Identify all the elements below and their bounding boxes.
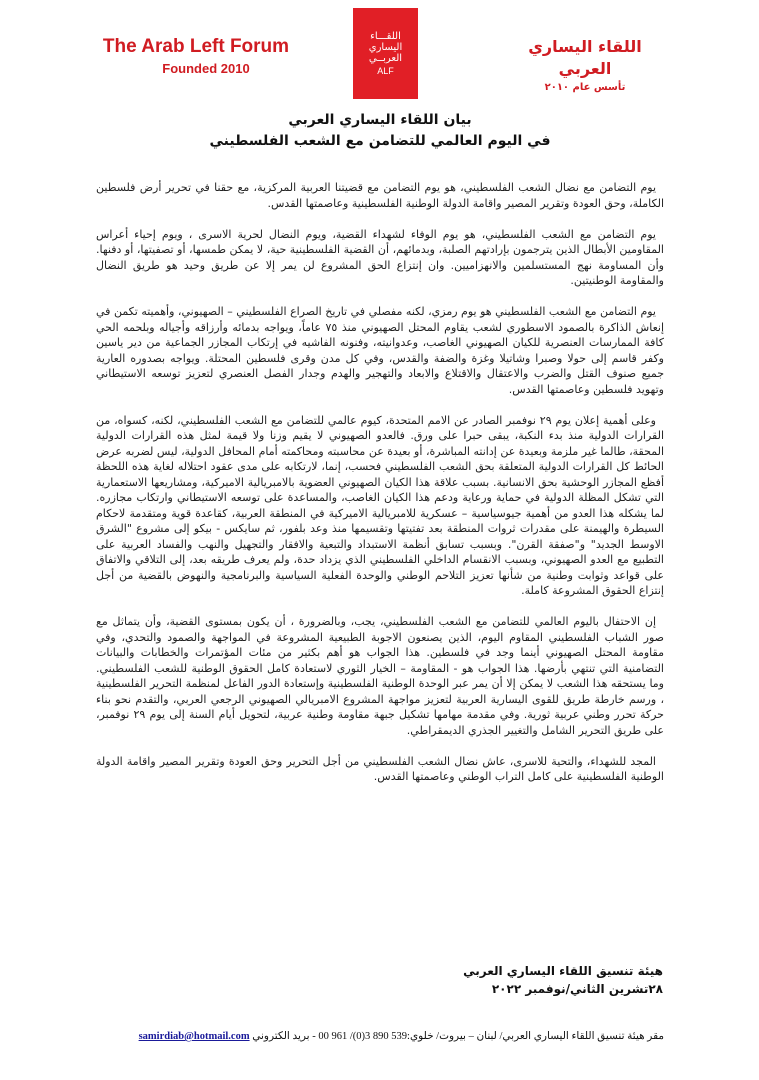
- paragraph-1: يوم التضامن مع نضال الشعب الفلسطيني، هو يوم التضامن مع قضيتنا العربية المركزية، مع حقنا في تحرير أرض فلسطين الكاملة، وحق العودة وتقرير المصير واقامة الدولة الوطنية الفلسطينية وعاصمتها القدس.: [96, 181, 664, 210]
- footer-address: مقر هيئة تنسيق اللقاء اليساري العربي/ لبنان – بيروت/ خلوي:539 890 3(0)/ 961 00 - بريد الكتروني: [249, 1031, 664, 1042]
- alf-logo: [353, 8, 418, 99]
- brand-arabic: [505, 36, 665, 96]
- paragraph-4: وعلى أهمية إعلان يوم ٢٩ نوفمبر الصادر عن الامم المتحدة، كيوم عالمي للتضامن مع الشعب الفلسطيني، لكنه، كسواه، من القرارات الدولية منذ بدء النكبة، يبقى حبرا على ورق. فالعدو الصهيوني لا يقيم وزنا ولا قيمة لمثل هذه القرارات الدولية المحقة، طالما غير ملزمة وبعيدة عن إدانته المباشرة، أو بعيدة عن محاسبته ومحاكمته أمام المحافل الدولية، ليس لضربه عرض الحائط كل القرارات الدولية المتعلقة بحق الشعب الفلسطيني فحسب، إنما، لارتكابه على مدى عقود احتلاله لغاية هذه اللحظة أفظع المجازر الوحشية بحق الانسانية. بسبب علاقة هذا الكيان الصهيوني العضوية بالامبريالية الاميركية، ومشاريعها الاستعمارية التي تشكل المظلة الدولية في حماية ورعاية ودعم هذا الكيان الغاصب، والمساعدة على توسعه الاستيطاني وارتكاب مجازره. لما يشكله هذا العدو من أهمية جيوسياسية – عسكرية للامبريالية الاميركية في المنطقة العربية، كقاعدة قوية ومتقدمة لاحكام السيطرة والهيمنة على مقدرات ثروات المنطقة بعد تفتيتها وتقسيمها منذ وعد بلفور، ثم سايكس - بيكو إلى مشروع "الشرق الاوسط الجديد" و"صفقة القرن". وبسبب تسابق أنظمة الاستبداد والتبعية والافقار والتجهيل والنهب والفساد العربية على التطبيع مع العدو الصهيوني، وبسبب الانقسام الداخلي الفلسطيني الذي يزداد حدة، ولم يعرف طريقه بعد، إلى التلاقي والاتفاق على قواعد وثوابت وطنية من شأنها تعزيز التلاحم الوطني والوحدة الفعلية السياسية والبرنامجية والنهوض بالقضية من أجل إنتزاع الحقوق المشروعة كاملة.: [96, 413, 664, 597]
- paragraph-6: المجد للشهداء، والتحية للاسرى، عاش نضال الشعب الفلسطيني من أجل التحرير وحق العودة وتقرير المصير واقامة الدولة الوطنية الفلسطينية على كامل التراب الوطني وعاصمتها القدس.: [96, 754, 664, 783]
- logo-arabic-line-3: العربــي: [368, 52, 403, 64]
- email-link[interactable]: samirdiab@hotmail.com: [138, 1031, 250, 1042]
- footer-contact: [96, 1030, 664, 1044]
- brand-arabic-title: اللقاء اليساري العربي: [528, 37, 642, 78]
- signature-date: ٢٨تشرين الثاني/نوفمبر ٢٠٢٢: [491, 982, 663, 996]
- paragraph-3: يوم التضامن مع الشعب الفلسطيني هو يوم رمزي، لكنه مفصلي في تاريخ الصراع الفلسطيني – الصهيوني، وأهميته تكمن في إنعاش الذاكرة بالصمود الاسطوري لشعب يقاوم المحتل الصهيوني منذ ٧٥ عاماً، ويواجه بدمائه وأرزاقه وأجياله وبلحمه الحي كافة الممارسات العنصرية للكيان الصهيوني الغاصب، وعدوانيته، وفنونه الفاشيه في إرتكاب المجازر الجماعية من دير ياسين وكفر قاسم إلى حولا وصبرا وشاتيلا وغزة والضفة والقدس، وفي كل مدن وقرى فلسطين المحتلة. ويواجه بصدوره العارية جميع صنوف القتل والضرب والاعتقال والاقتلاع والابعاد والتهجير والهدم وجدار الفصل العنصري لتعزيز توسعه الاستيطاني وتهويد فلسطين وعاصمتها القدس.: [96, 305, 665, 396]
- brand-english-title: The Arab Left Forum: [102, 36, 290, 57]
- paragraph-5: إن الاحتفال باليوم العالمي للتضامن مع الشعب الفلسطيني، يجب، وبالضرورة ، أن يكون بمستوى القضية، وأن يتماثل مع صور الشباب الفلسطيني المقاوم اليوم، الذين يصنعون الاجوبة الطبيعية المشروعة في المواجهة والصمود والتحدي، وفي مقاومة المحتل الصهيوني أينما وجد في فلسطين. هذا الجواب هو أهم بكثير من مئات المؤتمرات والخطابات والبيانات التضامنية التي تنتهي بأرضها. هذا الجواب هو - المقاومة – الخيار الثوري لاستعادة كامل الحقوق الوطنية للشعب الفلسطيني. وما يستحقه هذا الشعب لا يمكن إلا أن يمر عبر الوحدة الوطنية الفلسطينية وإستعادة الدور الفاعل لمنظمة التحرير الفلسطينية ، ورسم خارطة طريق للقوى اليسارية العربية لتعزيز مواجهة المشروع الامبريالي الصهيوني الرجعي العربي، والتقدم نحو بناء حركة تحرر وطني عربية ثورية. وفي مقدمة مهامها تشكيل جبهة مقاومة وطنية عربية، لتحويل أيام السنة إلى يوم ٢٩ نوفمبر، على طريق التحرير الشامل والتغيير الجذري الديمقراطي.: [96, 615, 664, 737]
- logo-english-abbr: ALF: [377, 65, 394, 76]
- paragraph-2: يوم التضامن مع الشعب الفلسطيني، هو يوم الوفاء لشهداء القضية، ويوم النضال لحرية الاسرى ، ويوم إحياء أعراس المقاومين الأبطال الذين يترجمون بإرادتهم الصلبة، وبدمائهم، أن القضية الفلسطينية حية، لا يمكن طمسها، أو تصفيتها، أو دفنها. وأن المساومة نهج المستسلمين والانهزاميين. وان إنتزاع الحق المشروع لن يمر إلا عن طريق وحيد هو طريق النضال والمقاومة الوطنيتين.: [96, 227, 664, 287]
- brand-arabic-subtitle: تأسس عام ٢٠١٠: [544, 82, 626, 93]
- brand-english: [96, 36, 296, 78]
- logo-arabic-line-2: اليساري: [368, 41, 403, 53]
- letterhead: [0, 0, 759, 105]
- document-title-line-1: بيان اللقاء اليساري العربي: [288, 112, 472, 128]
- signature-organization: هيئة تنسيق اللقاء اليساري العربي: [463, 964, 663, 978]
- signature-block: [463, 962, 663, 998]
- document-body: [96, 180, 664, 800]
- document-title: [100, 110, 660, 152]
- logo-arabic-line-1: اللقـــاء: [370, 30, 401, 42]
- brand-english-subtitle: Founded 2010: [162, 61, 250, 76]
- document-title-line-2: في اليوم العالمي للتضامن مع الشعب الفلسطيني: [209, 133, 551, 149]
